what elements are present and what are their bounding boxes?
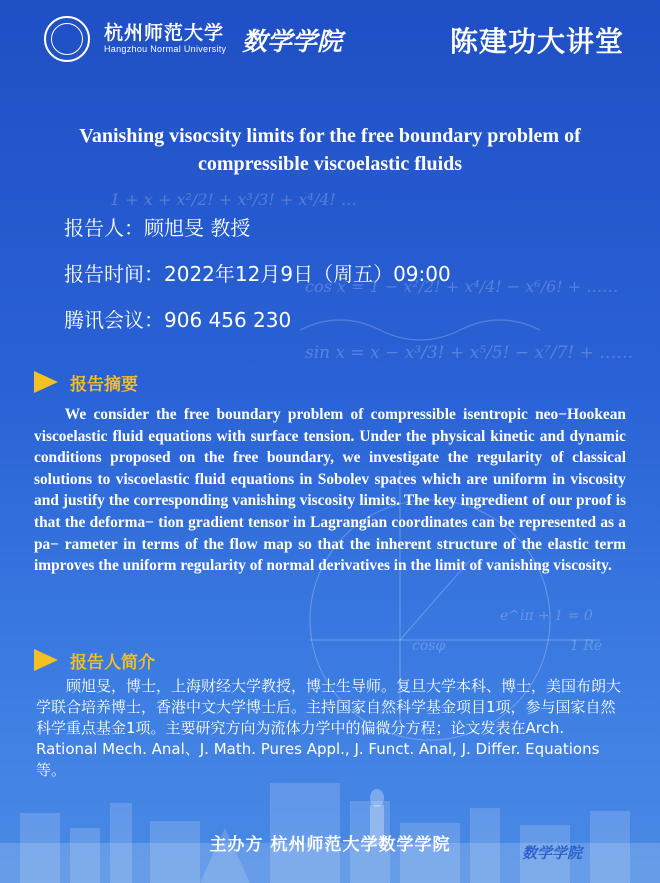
speaker-bio-text: 顾旭旻，博士，上海财经大学教授，博士生导师。复旦大学本科、博士，美国布朗大学联合培养博士，香港中文大学博士后。主持国家自然科学基金项目1项，参与国家自然科学重点基金1项。主要研究方向为流体力学中的偏微分方程；论文发表在Arch. Rational Mech. Anal、J. Math. Pures Appl., J. Funct. Anal, J. Differ. Equations等。: [36, 677, 622, 779]
svg-text:sin x = x − x³/3! + x⁵/5! − x⁷: sin x = x − x³/3! + x⁵/5! − x⁷/7! + ……: [305, 343, 634, 363]
bio-heading-label: 报告人简介: [70, 653, 155, 673]
triangle-bullet-icon: [34, 649, 58, 671]
meeting-line[interactable]: 腾讯会议：906 456 230: [64, 308, 292, 332]
lecture-series-title: 陈建功大讲堂: [449, 25, 624, 58]
university-seal-logo: [44, 16, 90, 62]
school-name: 数学学院: [242, 27, 343, 56]
abstract-text: We consider the free boundary problem of compressible isentropic neo−Hookean viscoelastic fluid equations with surface tension. Under the physical kinetic and dynamic conditions proposed on the free boundary, we investigate the regularity of classical solutions to viscoelastic fluid equations in Sobolev spaces which are uniform in viscosity and justify the corresponding vanishing viscosity limits. The key ingredient of our proof is that the deforma− tion gradient tensor in Lagrangian coordinates can be represented as a pa− rameter in terms of the flow map so that the inherent structure of the elastic term improves the uniform regularity of normal derivatives in the limit of vanishing viscosity.: [34, 406, 626, 575]
abstract-heading-label: 报告摘要: [70, 375, 138, 395]
university-name-cn: 杭州师范大学: [104, 22, 225, 44]
triangle-bullet-icon: [34, 371, 58, 393]
svg-text:cos x = 1 − x²/2! + x⁴/4! − x⁶: cos x = 1 − x²/2! + x⁴/4! − x⁶/6! + ……: [305, 277, 619, 296]
svg-text:1 + x + x²/2! + x³/3! + x⁴/4!: 1 + x + x²/2! + x³/3! + x⁴/4! …: [110, 190, 357, 209]
university-name-en: Hangzhou Normal University: [104, 44, 227, 54]
organizer-footer: 主办方 杭州师范大学数学学院: [209, 835, 451, 855]
svg-text:e^iπ + 1 = 0: e^iπ + 1 = 0: [500, 608, 593, 624]
talk-title: Vanishing visocsity limits for the free boundary problem of compressible viscoelastic fluids: [79, 125, 581, 175]
speaker-line: 报告人：顾旭旻 教授: [64, 216, 251, 240]
header: [0, 0, 660, 80]
svg-text:1 Re: 1 Re: [570, 638, 603, 654]
school-stamp-logo: 数学学院: [522, 844, 583, 862]
campus-skyline-illustration: [0, 773, 660, 883]
svg-text:cosφ: cosφ: [412, 638, 446, 654]
time-line: 报告时间：2022年12月9日（周五）09:00: [64, 262, 451, 286]
